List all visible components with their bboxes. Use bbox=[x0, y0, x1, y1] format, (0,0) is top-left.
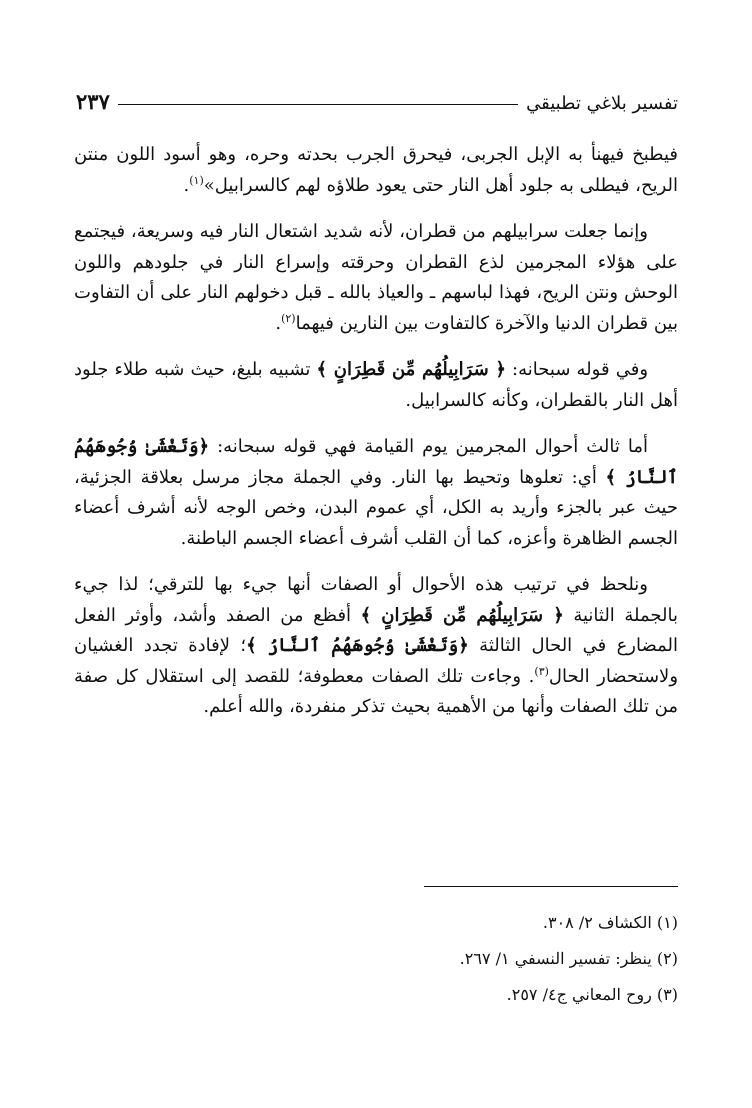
paragraph-4: أما ثالث أحوال المجرمين يوم القيامة فهي قوله سبحانه: ﴿وَتَغْشَىٰ وُجُوهَهُمُ ٱلنَّارُ ﴾ أي: تعلوها وتحيط بها النار. وفي الجملة مجاز مرسل بعلاقة الجزئية، حيث عبر بالجزء وأريد به الكل، أي عموم البدن، وخص الوجه لأنه أشرف أعضاء الجسم الظاهرة وأعزه، كما أن القلب أشرف أعضاء الجسم الباطنة. bbox=[74, 436, 678, 549]
quran-quote: ﴿وَتَغْشَىٰ وُجُوهَهُمُ ٱلنَّارُ ﴾ bbox=[74, 436, 678, 488]
body-text bbox=[74, 140, 678, 739]
running-title: تفسير بلاغي تطبيقي bbox=[526, 93, 678, 114]
page-header bbox=[76, 84, 678, 114]
footnote-3: (٣) روح المعاني ج٤/ ٢٥٧. bbox=[506, 985, 678, 1004]
paragraph-3: وفي قوله سبحانه: ﴿ سَرَابِيلُهُم مِّن قَطِرَانٍ ﴾ تشبيه بليغ، حيث شبه طلاء جلود أهل النار بالقطران، وكأنه كالسرابيل. bbox=[74, 359, 678, 411]
footnote-ref-2: (٢) bbox=[281, 311, 296, 325]
header-rule bbox=[118, 104, 518, 105]
footnote-ref-1: (١) bbox=[189, 173, 204, 187]
paragraph-5: ونلحظ في ترتيب هذه الأحوال أو الصفات أنها جيء بها للترقي؛ لذا جيء بالجملة الثانية ﴿ سَرَابِيلُهُم مِّن قَطِرَانٍ ﴾ أفظع من الصفد وأشد، وأوثر الفعل المضارع في الحال الثالثة ﴿وَتَغْشَىٰ وُجُوهَهُمُ ٱلنَّارُ ﴾؛ لإفادة تجدد الغشيان ولاستحضار الحال$^{(٣)}$. وجاءت تلك الصفات معطوفة؛ للقصد إلى استقلال كل صفة من تلك الصفات وأنها من الأهمية بحيث تذكر منفردة، والله أعلم. bbox=[74, 574, 679, 717]
paragraph-2: وإنما جعلت سرابيلهم من قطران، لأنه شديد اشتعال النار فيه وسريعة، فيجتمع على هؤلاء المجرمين لذع القطران وحرقته وإسراع النار في جلودهم واللون الوحش ونتن الريح، فهذا لباسهم ـ والعياذ بالله ـ قبل دخولهم النار على أن التفاوت بين قطران الدنيا والآخرة كالتفاوت بين النارين فيهما$^{(٢)}$. bbox=[74, 221, 678, 334]
footnote-separator bbox=[424, 886, 678, 887]
quran-quote: ﴿وَتَغْشَىٰ وُجُوهَهُمُ ٱلنَّارُ ﴾ bbox=[246, 635, 469, 656]
page-number: ٢٣٧ bbox=[76, 89, 110, 114]
footnote-1: (١) الكشاف ٢/ ٣٠٨. bbox=[542, 913, 678, 932]
footnote-ref-3: (٣) bbox=[534, 664, 549, 678]
quran-quote: ﴿ سَرَابِيلُهُم مِّن قَطِرَانٍ ﴾ bbox=[316, 359, 506, 380]
paragraph-1: فيطبخ فيهنأ به الإبل الجربى، فيحرق الجرب بحدته وحره، وهو أسود اللون منتن الريح، فيطلى به جلود أهل النار حتى يعود طلاؤه لهم كالسرابيل»$^{(١)}$. bbox=[74, 144, 678, 196]
quran-quote: ﴿ سَرَابِيلُهُم مِّن قَطِرَانٍ ﴾ bbox=[360, 604, 564, 626]
footnote-2: (٢) ينظر: تفسير النسفي ١/ ٢٦٧. bbox=[459, 949, 678, 968]
footnotes bbox=[74, 905, 678, 1013]
